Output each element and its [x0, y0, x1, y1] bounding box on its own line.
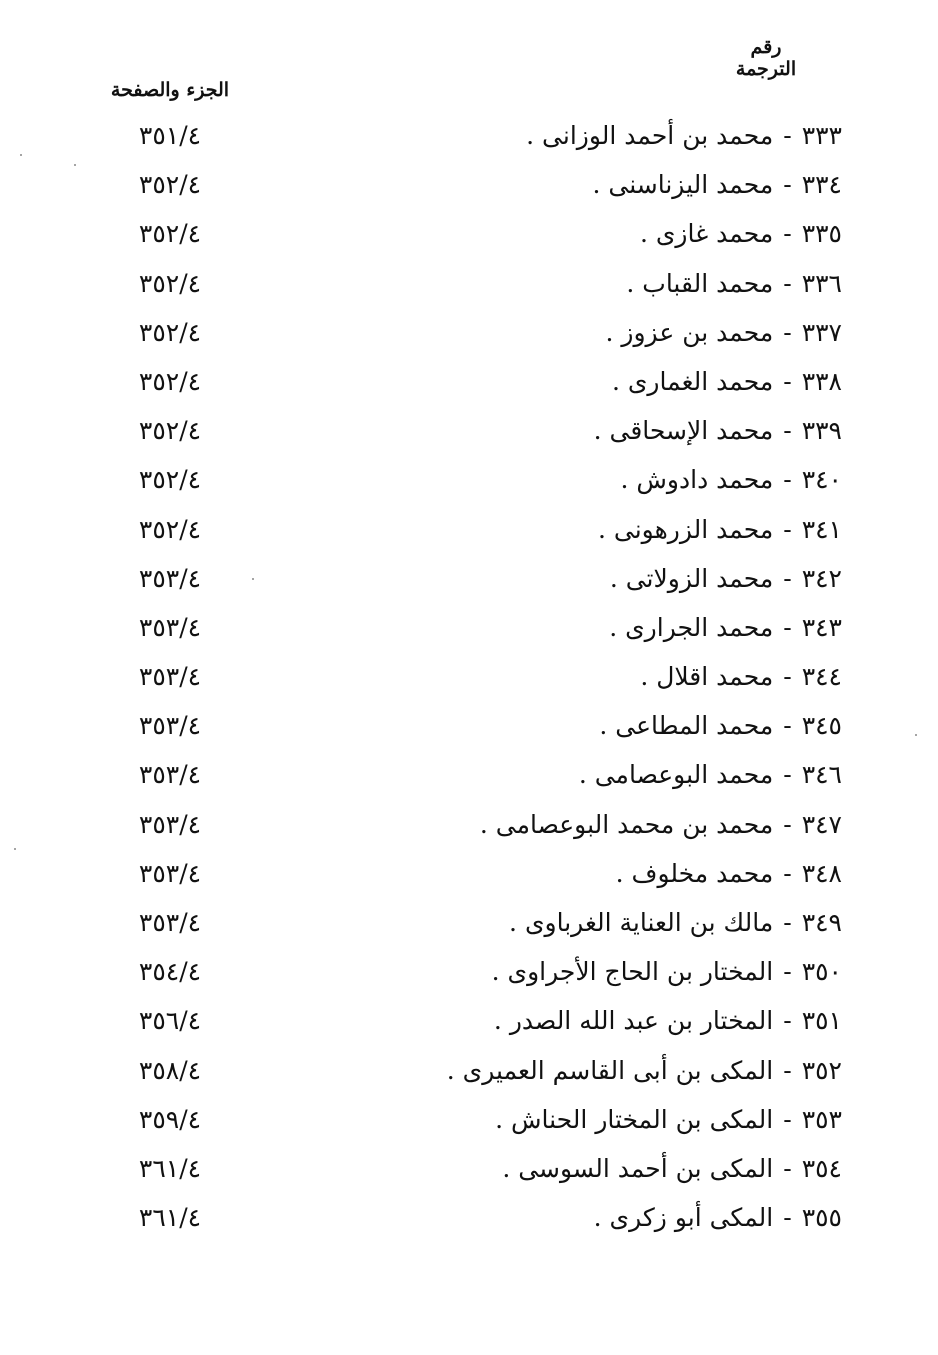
volume-page-ref: ٣٥٢/٤ [138, 465, 202, 495]
scan-speck [74, 164, 76, 166]
index-entry [612, 365, 842, 399]
index-row [0, 263, 938, 312]
index-entry [610, 562, 842, 596]
index-entry [598, 513, 842, 547]
entry-number: ٣٤٠ [801, 465, 842, 495]
index-entry [640, 660, 842, 694]
entry-number: ٣٣٧ [801, 317, 842, 347]
volume-page-ref: ٣٦١/٤ [138, 1153, 202, 1183]
entry-number: ٣٣٨ [801, 366, 842, 396]
scan-speck [20, 154, 22, 156]
index-entry [626, 267, 842, 301]
entry-separator: - [783, 858, 792, 888]
entry-name: محمد بن محمد البوعصامى . [479, 809, 774, 839]
index-row [0, 607, 938, 656]
entry-separator: - [783, 170, 792, 200]
index-row [0, 1000, 938, 1049]
entry-number: ٣٥٤ [801, 1153, 842, 1183]
volume-page-ref: ٣٥٩/٤ [138, 1104, 202, 1134]
volume-page-ref: ٣٥٣/٤ [138, 809, 202, 839]
entry-separator: - [783, 219, 792, 249]
entry-name: محمد المطاعى . [599, 711, 774, 741]
entry-separator: - [783, 957, 792, 987]
index-entry [594, 1201, 842, 1235]
index-entry [609, 611, 842, 645]
entry-name: المكى بن أحمد السوسى . [502, 1153, 774, 1183]
volume-page-ref: ٣٦١/٤ [138, 1203, 202, 1233]
entry-number: ٣٤٥ [801, 711, 842, 741]
entry-separator: - [783, 1104, 792, 1134]
entry-separator: - [783, 809, 792, 839]
entry-name: محمد القباب . [626, 268, 774, 298]
index-entry [593, 168, 843, 202]
index-row [0, 853, 938, 902]
entry-separator: - [783, 1203, 792, 1233]
index-entry [616, 857, 842, 891]
entry-separator: - [783, 121, 792, 150]
volume-page-ref: ٣٥٣/٤ [138, 662, 202, 692]
volume-page-ref: ٣٥٢/٤ [138, 514, 202, 544]
index-row [0, 410, 938, 459]
index-row [0, 1050, 938, 1099]
entry-name: محمد الجرارى . [609, 612, 774, 642]
volume-page-ref: ٣٥٤/٤ [138, 957, 202, 987]
entry-name: محمد اليزناسنى . [592, 170, 774, 200]
entry-name: المكى بن المختار الحناش . [495, 1104, 774, 1134]
entry-name: المكى بن أبى القاسم العميرى . [446, 1055, 774, 1085]
entry-number: ٣٣٥ [801, 219, 842, 249]
index-entry [502, 1152, 842, 1186]
volume-page-ref: ٣٥٣/٤ [138, 760, 202, 790]
volume-page-ref: ٣٥٣/٤ [138, 858, 202, 888]
index-entry [447, 1054, 842, 1088]
entry-name: محمد الغمارى . [611, 366, 774, 396]
entry-number: ٣٣٦ [801, 268, 842, 298]
entry-name: محمد الزولاتى . [609, 563, 774, 593]
index-row [0, 558, 938, 607]
volume-page-header: الجزء والصفحة [110, 79, 230, 101]
entry-number: ٣٤٧ [801, 809, 842, 839]
index-entry [526, 119, 842, 153]
volume-page-ref: ٣٥٢/٤ [138, 366, 202, 396]
entry-number: ٣٥٢ [801, 1055, 842, 1085]
entry-number: ٣٤٣ [801, 612, 842, 642]
entry-number: ٣٤٦ [801, 760, 842, 790]
entry-separator: - [783, 908, 792, 937]
index-row [0, 509, 938, 558]
entry-name: محمد بن عزوز . [605, 317, 774, 347]
entry-number: ٣٤٩ [801, 908, 842, 937]
entry-number: ٣٤١ [801, 514, 842, 544]
index-row [0, 1197, 938, 1246]
index-row [0, 804, 938, 853]
entry-number: ٣٤٨ [801, 858, 842, 888]
volume-page-ref: ٣٥٣/٤ [138, 908, 202, 937]
volume-page-ref: ٣٥١/٤ [138, 121, 202, 150]
index-row [0, 361, 938, 410]
entry-number: ٣٤٢ [801, 563, 842, 593]
entry-number: ٣٥٥ [801, 1203, 842, 1233]
volume-page-ref: ٣٥٣/٤ [138, 563, 202, 593]
entry-name: المختار بن عبد الله الصدر . [493, 1006, 774, 1036]
entry-name: محمد اقلال . [640, 662, 774, 692]
index-row [0, 951, 938, 1000]
entry-separator: - [783, 1006, 792, 1036]
index-row [0, 115, 938, 164]
index-row [0, 164, 938, 213]
entry-separator: - [783, 612, 792, 642]
index-entry [621, 463, 843, 497]
index-entry [640, 217, 842, 251]
entry-separator: - [783, 416, 792, 446]
entry-separator: - [783, 711, 792, 741]
volume-page-ref: ٣٥٨/٤ [138, 1055, 202, 1085]
index-row [0, 312, 938, 361]
index-row [0, 705, 938, 754]
translation-number-header-line1: رقم [750, 36, 782, 58]
entry-name: محمد مخلوف . [615, 858, 774, 888]
index-row [0, 1148, 938, 1197]
volume-page-ref: ٣٥٢/٤ [138, 219, 202, 249]
entry-number: ٣٥٣ [801, 1104, 842, 1134]
scan-speck [915, 734, 917, 736]
index-entry [494, 1004, 842, 1038]
volume-page-ref: ٣٥٢/٤ [138, 317, 202, 347]
volume-page-ref: ٣٥٣/٤ [138, 711, 202, 741]
entry-name: محمد الإسحاقى . [593, 416, 774, 446]
entry-separator: - [783, 268, 792, 298]
scan-speck [14, 848, 16, 850]
index-entry [509, 906, 842, 940]
index-entry [492, 955, 842, 989]
volume-page-ref: ٣٥٢/٤ [138, 416, 202, 446]
translation-number-header [706, 36, 826, 80]
entry-name: محمد الزرهونى . [597, 514, 774, 544]
volume-page-ref: ٣٥٣/٤ [138, 612, 202, 642]
index-row [0, 902, 938, 951]
entry-number: ٣٣٩ [801, 416, 842, 446]
entry-number: ٣٥٠ [801, 957, 842, 987]
entry-separator: - [783, 465, 792, 495]
entry-separator: - [783, 563, 792, 593]
index-row [0, 459, 938, 508]
entry-name: محمد بن أحمد الوزانى . [526, 121, 774, 150]
volume-page-ref: ٣٥٢/٤ [138, 268, 202, 298]
entry-name: محمد البوعصامى . [578, 760, 774, 790]
entry-number: ٣٣٣ [801, 121, 842, 150]
entry-number: ٣٤٤ [801, 662, 842, 692]
index-row [0, 1099, 938, 1148]
index-entry [599, 709, 842, 743]
entry-separator: - [783, 366, 792, 396]
entry-number: ٣٥١ [801, 1006, 842, 1036]
index-entry [579, 758, 842, 792]
entry-name: محمد دادوش . [620, 465, 774, 495]
entry-number: ٣٣٤ [801, 170, 842, 200]
entry-separator: - [783, 760, 792, 790]
volume-page-ref: ٣٥٦/٤ [138, 1006, 202, 1036]
entry-separator: - [783, 317, 792, 347]
entry-separator: - [783, 1055, 792, 1085]
translation-number-header-line2: الترجمة [735, 58, 797, 80]
entry-separator: - [783, 1153, 792, 1183]
index-list [0, 115, 938, 1246]
entry-name: المكى أبو زكرى . [593, 1203, 774, 1233]
index-row [0, 656, 938, 705]
index-entry [594, 414, 842, 448]
index-entry [606, 316, 843, 350]
entry-name: محمد غازى . [639, 219, 774, 249]
scan-speck [252, 578, 254, 580]
entry-separator: - [783, 514, 792, 544]
entry-name: المختار بن الحاج الأجراوى . [491, 957, 774, 987]
index-entry [480, 808, 842, 842]
entry-separator: - [783, 662, 792, 692]
entry-name: مالك بن العناية الغرباوى . [509, 908, 774, 937]
volume-page-ref: ٣٥٢/٤ [138, 170, 202, 200]
index-row [0, 213, 938, 262]
index-row [0, 754, 938, 803]
index-entry [495, 1103, 842, 1137]
